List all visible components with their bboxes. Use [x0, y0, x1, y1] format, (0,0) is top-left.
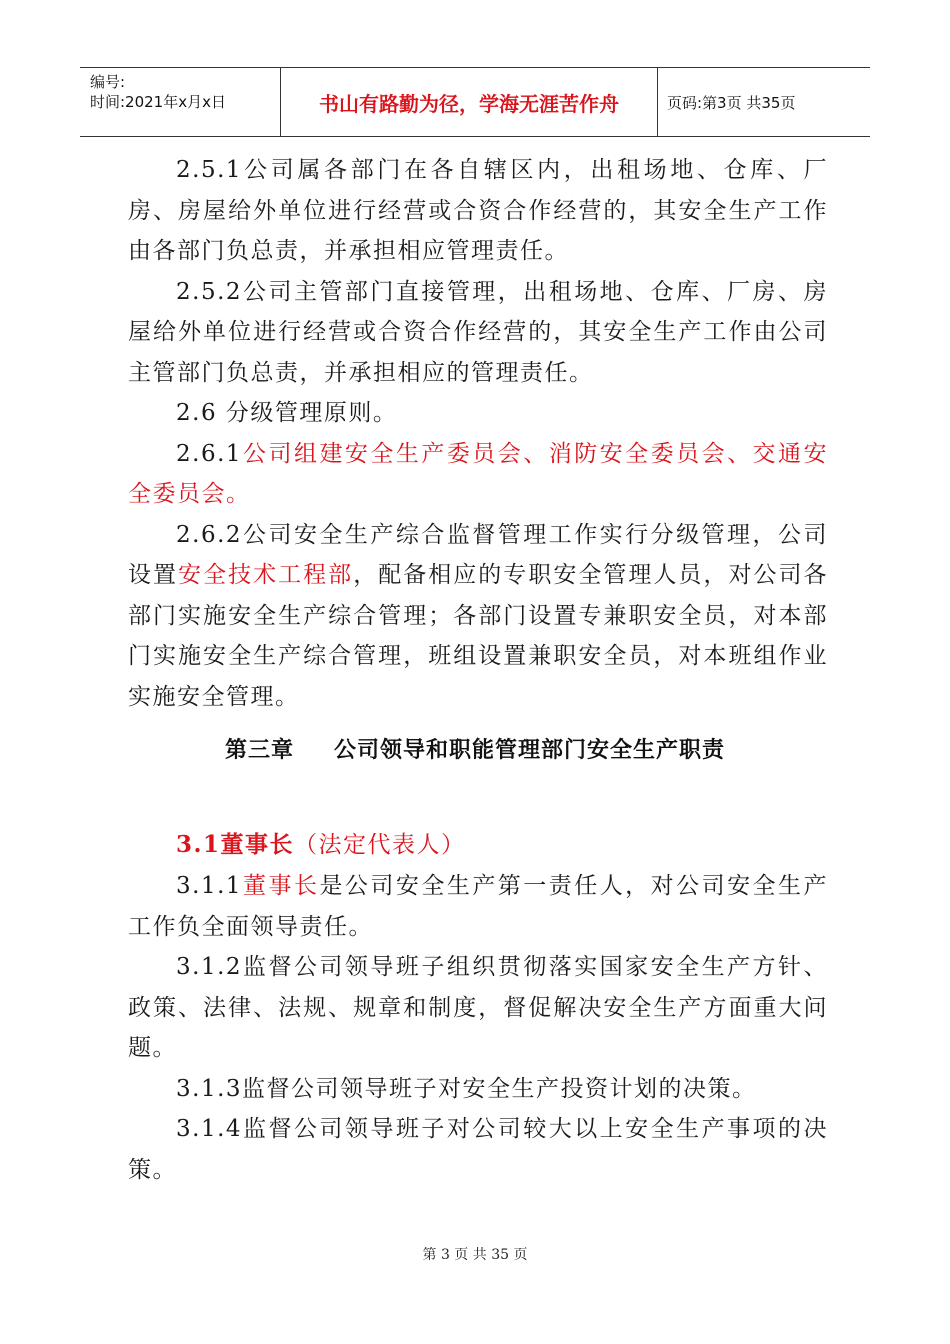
paragraph-2-6-1	[128, 434, 828, 515]
page-header	[80, 67, 870, 137]
section-title: 董事长	[220, 831, 295, 858]
paragraph-3-1-3: 3.1.3监督公司领导班子对安全生产投资计划的决策。	[176, 1075, 757, 1102]
header-page-info: 页码:第3页 共35页	[667, 93, 796, 112]
section-heading	[176, 826, 466, 859]
page-footer: 第 3 页 共 35 页	[422, 1247, 528, 1263]
chapter-heading	[0, 733, 950, 764]
paragraph-2-6-2	[128, 515, 828, 718]
paragraph-3-1-1	[128, 866, 828, 947]
header-motto: 书山有路勤为径，学海无涯苦作舟	[281, 68, 658, 136]
clause-text: 2.6.2公司安全生产综合监督管理工作实行分级管理，公司设置	[128, 521, 828, 588]
clause-text-rest: ，配备相应的专职安全管理人员，对公司各部门实施安全生产综合管理；各部门设置专兼职安全员，对本部门实施安全生产综合管理，班组设置兼职安全员，对本班组作业实施安全管理。	[128, 562, 829, 710]
paragraph-2-5-1: 2.5.1公司属各部门在各自辖区内，出租场地、仓库、厂房、房屋给外单位进行经营或合资合作经营的，其安全生产工作由各部门负总责，并承担相应管理责任。	[128, 157, 828, 264]
chapter-number: 第三章	[224, 738, 294, 763]
time-label: 时间:2021年x月x日	[90, 93, 226, 111]
paragraph-3-1-2: 3.1.2监督公司领导班子组织贯彻落实国家安全生产方针、政策、法律、法规、规章和制度，督促解决安全生产方面重大问题。	[128, 954, 828, 1061]
clause-text-rest: 是公司安全生产第一责任人，对公司安全生产工作负全面领导责任。	[128, 873, 829, 940]
document-body	[128, 150, 828, 717]
section-note: （法定代表人）	[294, 832, 466, 858]
highlighted-text: 公司组建安全生产委员会、消防安全委员会、交通安全委员会。	[128, 440, 828, 507]
header-meta	[80, 68, 281, 136]
highlighted-department: 安全技术工程部	[178, 562, 354, 588]
document-body-2	[128, 866, 828, 1190]
code-label: 编号:	[90, 73, 126, 91]
highlighted-role: 董事长	[242, 873, 320, 899]
paragraph-2-6: 2.6 分级管理原则。	[176, 400, 398, 426]
paragraph-3-1-4: 3.1.4监督公司领导班子对公司较大以上安全生产事项的决策。	[128, 1116, 828, 1183]
clause-number: 2.6.1	[176, 440, 243, 467]
section-number: 3.1	[176, 831, 221, 858]
chapter-title: 公司领导和职能管理部门安全生产职责	[334, 738, 726, 763]
clause-number: 3.1.1	[176, 873, 243, 899]
paragraph-2-5-2: 2.5.2公司主管部门直接管理，出租场地、仓库、厂房、房屋给外单位进行经营或合资合作经营的，其安全生产工作由公司主管部门负总责，并承担相应的管理责任。	[128, 278, 828, 386]
